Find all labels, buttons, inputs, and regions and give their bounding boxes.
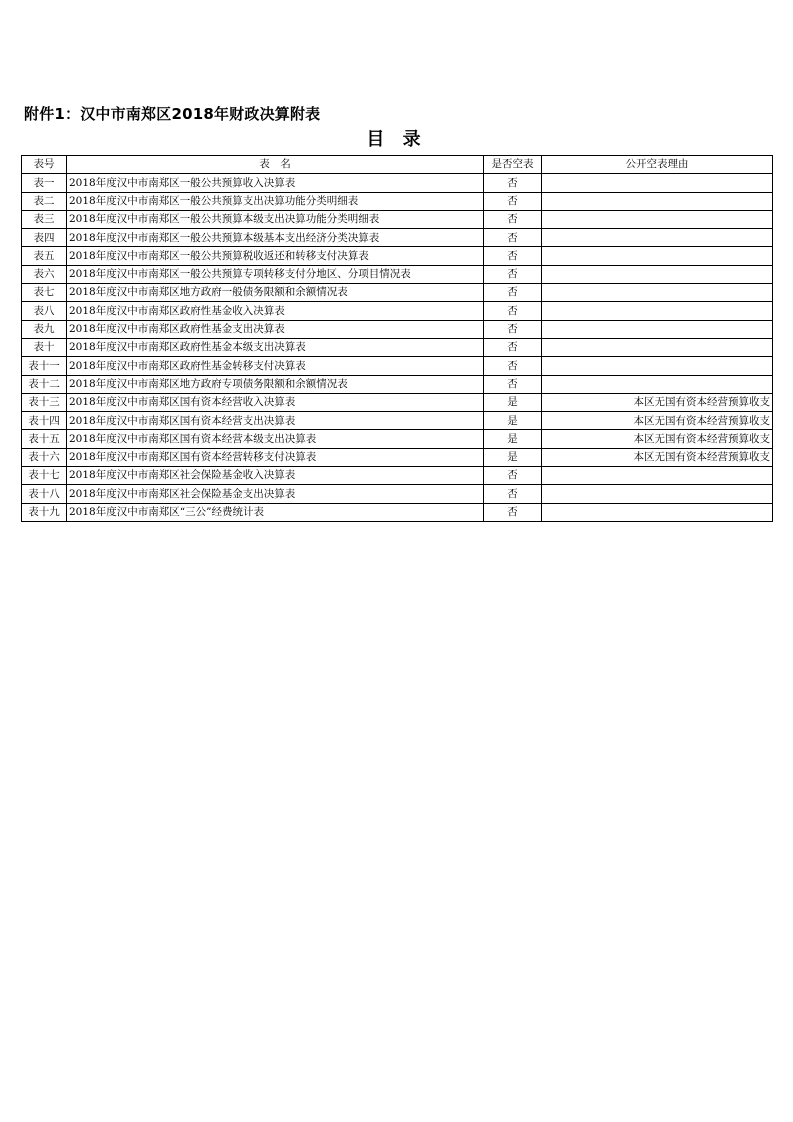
row-table-name: 2018年度汉中市南郑区社会保险基金支出决算表 bbox=[67, 485, 484, 503]
row-table-number: 表五 bbox=[22, 247, 67, 265]
table-row bbox=[22, 265, 773, 283]
row-empty-reason: 本区无国有资本经营预算收支 bbox=[542, 412, 773, 430]
row-table-name: 2018年度汉中市南郑区国有资本经营收入决算表 bbox=[67, 393, 484, 411]
row-table-name: 2018年度汉中市南郑区社会保险基金收入决算表 bbox=[67, 467, 484, 485]
catalog-body bbox=[22, 174, 773, 522]
row-table-number: 表十一 bbox=[22, 357, 67, 375]
table-row bbox=[22, 192, 773, 210]
row-is-empty: 否 bbox=[484, 357, 542, 375]
row-table-number: 表十九 bbox=[22, 503, 67, 521]
table-row bbox=[22, 485, 773, 503]
table-row bbox=[22, 430, 773, 448]
row-is-empty: 否 bbox=[484, 210, 542, 228]
row-table-name: 2018年度汉中市南郑区政府性基金转移支付决算表 bbox=[67, 357, 484, 375]
row-table-number: 表七 bbox=[22, 284, 67, 302]
row-table-name: 2018年度汉中市南郑区国有资本经营本级支出决算表 bbox=[67, 430, 484, 448]
table-row bbox=[22, 375, 773, 393]
row-is-empty: 是 bbox=[484, 448, 542, 466]
row-empty-reason bbox=[542, 210, 773, 228]
row-table-number: 表一 bbox=[22, 174, 67, 192]
row-table-number: 表十六 bbox=[22, 448, 67, 466]
table-row bbox=[22, 357, 773, 375]
table-row bbox=[22, 229, 773, 247]
row-is-empty: 否 bbox=[484, 503, 542, 521]
row-table-number: 表九 bbox=[22, 320, 67, 338]
row-empty-reason bbox=[542, 284, 773, 302]
row-table-name: 2018年度汉中市南郑区一般公共预算本级基本支出经济分类决算表 bbox=[67, 229, 484, 247]
table-row bbox=[22, 210, 773, 228]
table-row bbox=[22, 467, 773, 485]
row-is-empty: 是 bbox=[484, 430, 542, 448]
row-table-number: 表六 bbox=[22, 265, 67, 283]
row-table-name: 2018年度汉中市南郑区一般公共预算支出决算功能分类明细表 bbox=[67, 192, 484, 210]
row-table-number: 表十八 bbox=[22, 485, 67, 503]
row-is-empty: 是 bbox=[484, 393, 542, 411]
row-is-empty: 否 bbox=[484, 247, 542, 265]
document-heading: 附件1：汉中市南郑区2018年财政决算附表 bbox=[24, 105, 321, 123]
row-empty-reason bbox=[542, 192, 773, 210]
row-table-number: 表十三 bbox=[22, 393, 67, 411]
row-table-number: 表十 bbox=[22, 338, 67, 356]
row-table-name: 2018年度汉中市南郑区政府性基金收入决算表 bbox=[67, 302, 484, 320]
row-table-name: 2018年度汉中市南郑区政府性基金支出决算表 bbox=[67, 320, 484, 338]
row-empty-reason bbox=[542, 302, 773, 320]
table-row bbox=[22, 284, 773, 302]
row-table-name: 2018年度汉中市南郑区一般公共预算本级支出决算功能分类明细表 bbox=[67, 210, 484, 228]
row-is-empty: 是 bbox=[484, 412, 542, 430]
row-is-empty: 否 bbox=[484, 302, 542, 320]
row-table-number: 表三 bbox=[22, 210, 67, 228]
row-empty-reason bbox=[542, 485, 773, 503]
row-empty-reason bbox=[542, 375, 773, 393]
row-table-number: 表十二 bbox=[22, 375, 67, 393]
header-empty-reason: 公开空表理由 bbox=[542, 156, 773, 174]
row-empty-reason bbox=[542, 229, 773, 247]
row-is-empty: 否 bbox=[484, 174, 542, 192]
row-empty-reason bbox=[542, 357, 773, 375]
row-table-name: 2018年度汉中市南郑区地方政府一般债务限额和余额情况表 bbox=[67, 284, 484, 302]
row-table-number: 表二 bbox=[22, 192, 67, 210]
table-row bbox=[22, 302, 773, 320]
table-row bbox=[22, 338, 773, 356]
row-table-name: 2018年度汉中市南郑区政府性基金本级支出决算表 bbox=[67, 338, 484, 356]
table-row bbox=[22, 320, 773, 338]
row-table-name: 2018年度汉中市南郑区国有资本经营支出决算表 bbox=[67, 412, 484, 430]
row-table-number: 表十七 bbox=[22, 467, 67, 485]
row-empty-reason bbox=[542, 467, 773, 485]
row-table-number: 表十五 bbox=[22, 430, 67, 448]
table-header-row bbox=[22, 156, 773, 174]
catalog-table bbox=[21, 155, 773, 522]
table-row bbox=[22, 412, 773, 430]
row-is-empty: 否 bbox=[484, 229, 542, 247]
row-table-number: 表四 bbox=[22, 229, 67, 247]
row-empty-reason bbox=[542, 247, 773, 265]
row-empty-reason bbox=[542, 265, 773, 283]
row-empty-reason bbox=[542, 174, 773, 192]
row-empty-reason: 本区无国有资本经营预算收支 bbox=[542, 430, 773, 448]
table-row bbox=[22, 247, 773, 265]
row-table-name: 2018年度汉中市南郑区一般公共预算税收返还和转移支付决算表 bbox=[67, 247, 484, 265]
row-table-name: 2018年度汉中市南郑区“三公”经费统计表 bbox=[67, 503, 484, 521]
header-table-name: 表 名 bbox=[67, 156, 484, 174]
row-empty-reason: 本区无国有资本经营预算收支 bbox=[542, 448, 773, 466]
row-empty-reason bbox=[542, 338, 773, 356]
row-empty-reason bbox=[542, 503, 773, 521]
header-is-empty: 是否空表 bbox=[484, 156, 542, 174]
row-empty-reason bbox=[542, 320, 773, 338]
table-row bbox=[22, 393, 773, 411]
row-table-number: 表十四 bbox=[22, 412, 67, 430]
row-table-name: 2018年度汉中市南郑区国有资本经营转移支付决算表 bbox=[67, 448, 484, 466]
row-empty-reason: 本区无国有资本经营预算收支 bbox=[542, 393, 773, 411]
row-table-name: 2018年度汉中市南郑区一般公共预算专项转移支付分地区、分项目情况表 bbox=[67, 265, 484, 283]
row-table-name: 2018年度汉中市南郑区一般公共预算收入决算表 bbox=[67, 174, 484, 192]
page-title: 目 录 bbox=[366, 129, 427, 150]
table-row bbox=[22, 174, 773, 192]
row-is-empty: 否 bbox=[484, 284, 542, 302]
table-row bbox=[22, 503, 773, 521]
row-table-number: 表八 bbox=[22, 302, 67, 320]
row-is-empty: 否 bbox=[484, 265, 542, 283]
row-is-empty: 否 bbox=[484, 485, 542, 503]
row-is-empty: 否 bbox=[484, 375, 542, 393]
row-is-empty: 否 bbox=[484, 338, 542, 356]
header-table-number: 表号 bbox=[22, 156, 67, 174]
row-is-empty: 否 bbox=[484, 320, 542, 338]
table-row bbox=[22, 448, 773, 466]
row-table-name: 2018年度汉中市南郑区地方政府专项债务限额和余额情况表 bbox=[67, 375, 484, 393]
row-is-empty: 否 bbox=[484, 467, 542, 485]
row-is-empty: 否 bbox=[484, 192, 542, 210]
